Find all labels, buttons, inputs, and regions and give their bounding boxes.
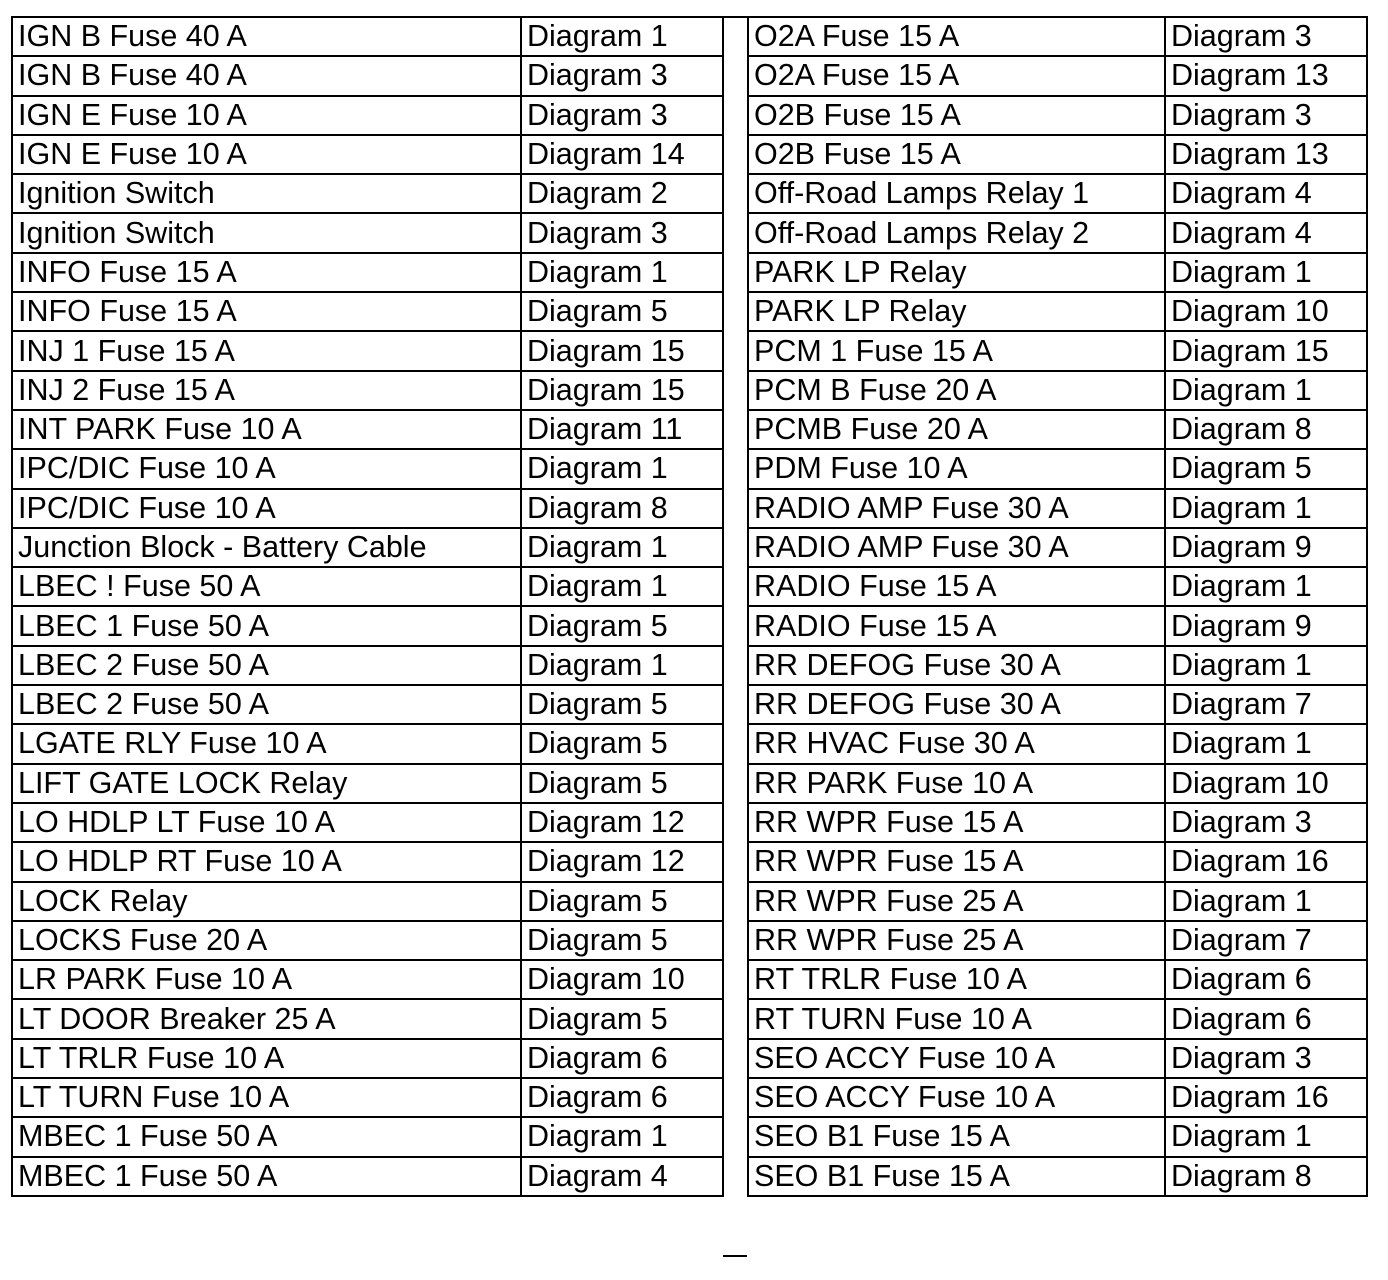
diagram-ref-cell: Diagram 10: [1165, 292, 1367, 331]
diagram-ref-cell: Diagram 3: [521, 96, 723, 135]
component-name-cell: PARK LP Relay: [748, 292, 1165, 331]
diagram-ref-cell: Diagram 1: [521, 17, 723, 56]
component-name-cell: IGN E Fuse 10 A: [12, 96, 521, 135]
right-index-table: [747, 16, 1368, 1197]
component-name-cell: PCMB Fuse 20 A: [748, 410, 1165, 449]
diagram-ref-cell: Diagram 1: [521, 646, 723, 685]
table-row: [748, 921, 1367, 960]
table-row: [12, 253, 723, 292]
component-name-cell: Ignition Switch: [12, 174, 521, 213]
table-row: [12, 371, 723, 410]
table-row: [12, 1157, 723, 1196]
component-name-cell: PCM 1 Fuse 15 A: [748, 331, 1165, 370]
table-row: [748, 646, 1367, 685]
table-row: [12, 842, 723, 881]
component-name-cell: RT TURN Fuse 10 A: [748, 999, 1165, 1038]
table-row: [748, 135, 1367, 174]
component-name-cell: RR WPR Fuse 25 A: [748, 921, 1165, 960]
diagram-ref-cell: Diagram 11: [521, 410, 723, 449]
table-row: [748, 882, 1367, 921]
component-name-cell: RADIO Fuse 15 A: [748, 606, 1165, 645]
table-row: [12, 528, 723, 567]
component-name-cell: SEO B1 Fuse 15 A: [748, 1157, 1165, 1196]
component-name-cell: LGATE RLY Fuse 10 A: [12, 724, 521, 763]
table-row: [12, 174, 723, 213]
diagram-ref-cell: Diagram 5: [521, 999, 723, 1038]
component-name-cell: Ignition Switch: [12, 213, 521, 252]
table-row: [748, 371, 1367, 410]
table-row: [12, 135, 723, 174]
component-name-cell: LBEC 2 Fuse 50 A: [12, 646, 521, 685]
table-row: [12, 17, 723, 56]
component-name-cell: LO HDLP RT Fuse 10 A: [12, 842, 521, 881]
diagram-ref-cell: Diagram 3: [1165, 96, 1367, 135]
component-name-cell: Junction Block - Battery Cable: [12, 528, 521, 567]
table-row: [12, 56, 723, 95]
diagram-ref-cell: Diagram 1: [1165, 882, 1367, 921]
component-name-cell: IGN B Fuse 40 A: [12, 17, 521, 56]
component-name-cell: IPC/DIC Fuse 10 A: [12, 449, 521, 488]
component-name-cell: RR HVAC Fuse 30 A: [748, 724, 1165, 763]
component-name-cell: IPC/DIC Fuse 10 A: [12, 489, 521, 528]
table-row: [12, 960, 723, 999]
table-row: [748, 528, 1367, 567]
component-name-cell: RADIO AMP Fuse 30 A: [748, 528, 1165, 567]
diagram-ref-cell: Diagram 12: [521, 842, 723, 881]
diagram-ref-cell: Diagram 1: [521, 567, 723, 606]
component-name-cell: LO HDLP LT Fuse 10 A: [12, 803, 521, 842]
component-name-cell: LBEC 2 Fuse 50 A: [12, 685, 521, 724]
component-name-cell: IGN B Fuse 40 A: [12, 56, 521, 95]
diagram-ref-cell: Diagram 3: [521, 56, 723, 95]
diagram-ref-cell: Diagram 5: [521, 606, 723, 645]
diagram-ref-cell: Diagram 5: [521, 685, 723, 724]
table-row: [748, 685, 1367, 724]
component-name-cell: LOCKS Fuse 20 A: [12, 921, 521, 960]
table-row: [12, 882, 723, 921]
diagram-ref-cell: Diagram 1: [521, 528, 723, 567]
diagram-ref-cell: Diagram 15: [1165, 331, 1367, 370]
diagram-ref-cell: Diagram 2: [521, 174, 723, 213]
table-row: [12, 489, 723, 528]
component-name-cell: RR DEFOG Fuse 30 A: [748, 646, 1165, 685]
diagram-ref-cell: Diagram 10: [1165, 764, 1367, 803]
diagram-ref-cell: Diagram 1: [521, 253, 723, 292]
diagram-ref-cell: Diagram 3: [1165, 17, 1367, 56]
component-name-cell: O2B Fuse 15 A: [748, 96, 1165, 135]
diagram-ref-cell: Diagram 3: [1165, 1039, 1367, 1078]
diagram-ref-cell: Diagram 6: [521, 1078, 723, 1117]
diagram-ref-cell: Diagram 13: [1165, 56, 1367, 95]
left-index-table: [11, 16, 724, 1197]
table-row: [12, 999, 723, 1038]
diagram-ref-cell: Diagram 8: [521, 489, 723, 528]
component-name-cell: IGN E Fuse 10 A: [12, 135, 521, 174]
diagram-ref-cell: Diagram 4: [1165, 174, 1367, 213]
component-name-cell: RR PARK Fuse 10 A: [748, 764, 1165, 803]
table-row: [748, 764, 1367, 803]
diagram-ref-cell: Diagram 1: [1165, 253, 1367, 292]
diagram-ref-cell: Diagram 1: [1165, 371, 1367, 410]
table-row: [748, 213, 1367, 252]
component-name-cell: LT DOOR Breaker 25 A: [12, 999, 521, 1038]
diagram-ref-cell: Diagram 13: [1165, 135, 1367, 174]
table-row: [12, 96, 723, 135]
diagram-ref-cell: Diagram 14: [521, 135, 723, 174]
table-row: [748, 331, 1367, 370]
diagram-ref-cell: Diagram 5: [1165, 449, 1367, 488]
diagram-ref-cell: Diagram 5: [521, 724, 723, 763]
component-name-cell: SEO B1 Fuse 15 A: [748, 1117, 1165, 1156]
component-name-cell: Off-Road Lamps Relay 1: [748, 174, 1165, 213]
table-row: [12, 331, 723, 370]
table-row: [12, 685, 723, 724]
component-name-cell: Off-Road Lamps Relay 2: [748, 213, 1165, 252]
table-row: [748, 606, 1367, 645]
diagram-ref-cell: Diagram 6: [1165, 960, 1367, 999]
table-row: [748, 1078, 1367, 1117]
table-row: [12, 410, 723, 449]
component-name-cell: RR WPR Fuse 15 A: [748, 803, 1165, 842]
component-name-cell: RR WPR Fuse 15 A: [748, 842, 1165, 881]
diagram-ref-cell: Diagram 7: [1165, 921, 1367, 960]
diagram-ref-cell: Diagram 5: [521, 764, 723, 803]
diagram-ref-cell: Diagram 6: [1165, 999, 1367, 1038]
component-name-cell: MBEC 1 Fuse 50 A: [12, 1157, 521, 1196]
table-row: [748, 1117, 1367, 1156]
diagram-ref-cell: Diagram 4: [521, 1157, 723, 1196]
table-row: [12, 1078, 723, 1117]
table-row: [12, 1117, 723, 1156]
table-row: [12, 1039, 723, 1078]
component-name-cell: LT TURN Fuse 10 A: [12, 1078, 521, 1117]
table-row: [748, 1039, 1367, 1078]
diagram-ref-cell: Diagram 8: [1165, 410, 1367, 449]
table-row: [748, 410, 1367, 449]
diagram-ref-cell: Diagram 1: [521, 1117, 723, 1156]
table-row: [12, 606, 723, 645]
diagram-ref-cell: Diagram 3: [1165, 803, 1367, 842]
diagram-ref-cell: Diagram 16: [1165, 1078, 1367, 1117]
component-name-cell: LT TRLR Fuse 10 A: [12, 1039, 521, 1078]
table-row: [748, 292, 1367, 331]
component-name-cell: O2A Fuse 15 A: [748, 17, 1165, 56]
diagram-ref-cell: Diagram 1: [1165, 567, 1367, 606]
component-name-cell: RR WPR Fuse 25 A: [748, 882, 1165, 921]
component-name-cell: O2B Fuse 15 A: [748, 135, 1165, 174]
table-row: [12, 567, 723, 606]
component-name-cell: SEO ACCY Fuse 10 A: [748, 1078, 1165, 1117]
component-name-cell: INJ 1 Fuse 15 A: [12, 331, 521, 370]
component-name-cell: RADIO AMP Fuse 30 A: [748, 489, 1165, 528]
table-row: [748, 960, 1367, 999]
table-row: [12, 764, 723, 803]
diagram-ref-cell: Diagram 7: [1165, 685, 1367, 724]
diagram-ref-cell: Diagram 4: [1165, 213, 1367, 252]
table-row: [12, 803, 723, 842]
component-name-cell: PDM Fuse 10 A: [748, 449, 1165, 488]
component-name-cell: LR PARK Fuse 10 A: [12, 960, 521, 999]
table-row: [748, 174, 1367, 213]
diagram-ref-cell: Diagram 1: [1165, 646, 1367, 685]
diagram-ref-cell: Diagram 1: [1165, 489, 1367, 528]
component-name-cell: INFO Fuse 15 A: [12, 292, 521, 331]
table-row: [12, 921, 723, 960]
component-name-cell: PCM B Fuse 20 A: [748, 371, 1165, 410]
table-row: [748, 96, 1367, 135]
diagram-ref-cell: Diagram 12: [521, 803, 723, 842]
column-gutter: [723, 16, 747, 1257]
diagram-ref-cell: Diagram 1: [521, 449, 723, 488]
component-name-cell: LBEC ! Fuse 50 A: [12, 567, 521, 606]
diagram-ref-cell: Diagram 1: [1165, 724, 1367, 763]
table-row: [748, 17, 1367, 56]
table-row: [748, 253, 1367, 292]
table-row: [12, 292, 723, 331]
component-name-cell: LOCK Relay: [12, 882, 521, 921]
component-name-cell: PARK LP Relay: [748, 253, 1165, 292]
table-row: [748, 1157, 1367, 1196]
diagram-ref-cell: Diagram 6: [521, 1039, 723, 1078]
table-row: [12, 449, 723, 488]
diagram-ref-cell: Diagram 16: [1165, 842, 1367, 881]
component-name-cell: SEO ACCY Fuse 10 A: [748, 1039, 1165, 1078]
component-name-cell: INJ 2 Fuse 15 A: [12, 371, 521, 410]
table-row: [12, 724, 723, 763]
component-name-cell: O2A Fuse 15 A: [748, 56, 1165, 95]
table-row: [12, 213, 723, 252]
diagram-ref-cell: Diagram 1: [1165, 1117, 1367, 1156]
component-name-cell: RR DEFOG Fuse 30 A: [748, 685, 1165, 724]
component-name-cell: RADIO Fuse 15 A: [748, 567, 1165, 606]
table-row: [748, 803, 1367, 842]
diagram-ref-cell: Diagram 9: [1165, 528, 1367, 567]
table-row: [748, 449, 1367, 488]
diagram-ref-cell: Diagram 15: [521, 371, 723, 410]
table-row: [748, 724, 1367, 763]
component-name-cell: INFO Fuse 15 A: [12, 253, 521, 292]
table-row: [748, 567, 1367, 606]
diagram-ref-cell: Diagram 9: [1165, 606, 1367, 645]
component-name-cell: RT TRLR Fuse 10 A: [748, 960, 1165, 999]
diagram-ref-cell: Diagram 8: [1165, 1157, 1367, 1196]
diagram-ref-cell: Diagram 3: [521, 213, 723, 252]
component-name-cell: LIFT GATE LOCK Relay: [12, 764, 521, 803]
diagram-ref-cell: Diagram 15: [521, 331, 723, 370]
component-name-cell: MBEC 1 Fuse 50 A: [12, 1117, 521, 1156]
diagram-ref-cell: Diagram 10: [521, 960, 723, 999]
table-row: [748, 999, 1367, 1038]
diagram-ref-cell: Diagram 5: [521, 292, 723, 331]
component-name-cell: LBEC 1 Fuse 50 A: [12, 606, 521, 645]
diagram-ref-cell: Diagram 5: [521, 882, 723, 921]
table-row: [748, 842, 1367, 881]
diagram-ref-cell: Diagram 5: [521, 921, 723, 960]
table-row: [12, 646, 723, 685]
table-row: [748, 489, 1367, 528]
table-row: [748, 56, 1367, 95]
component-name-cell: INT PARK Fuse 10 A: [12, 410, 521, 449]
